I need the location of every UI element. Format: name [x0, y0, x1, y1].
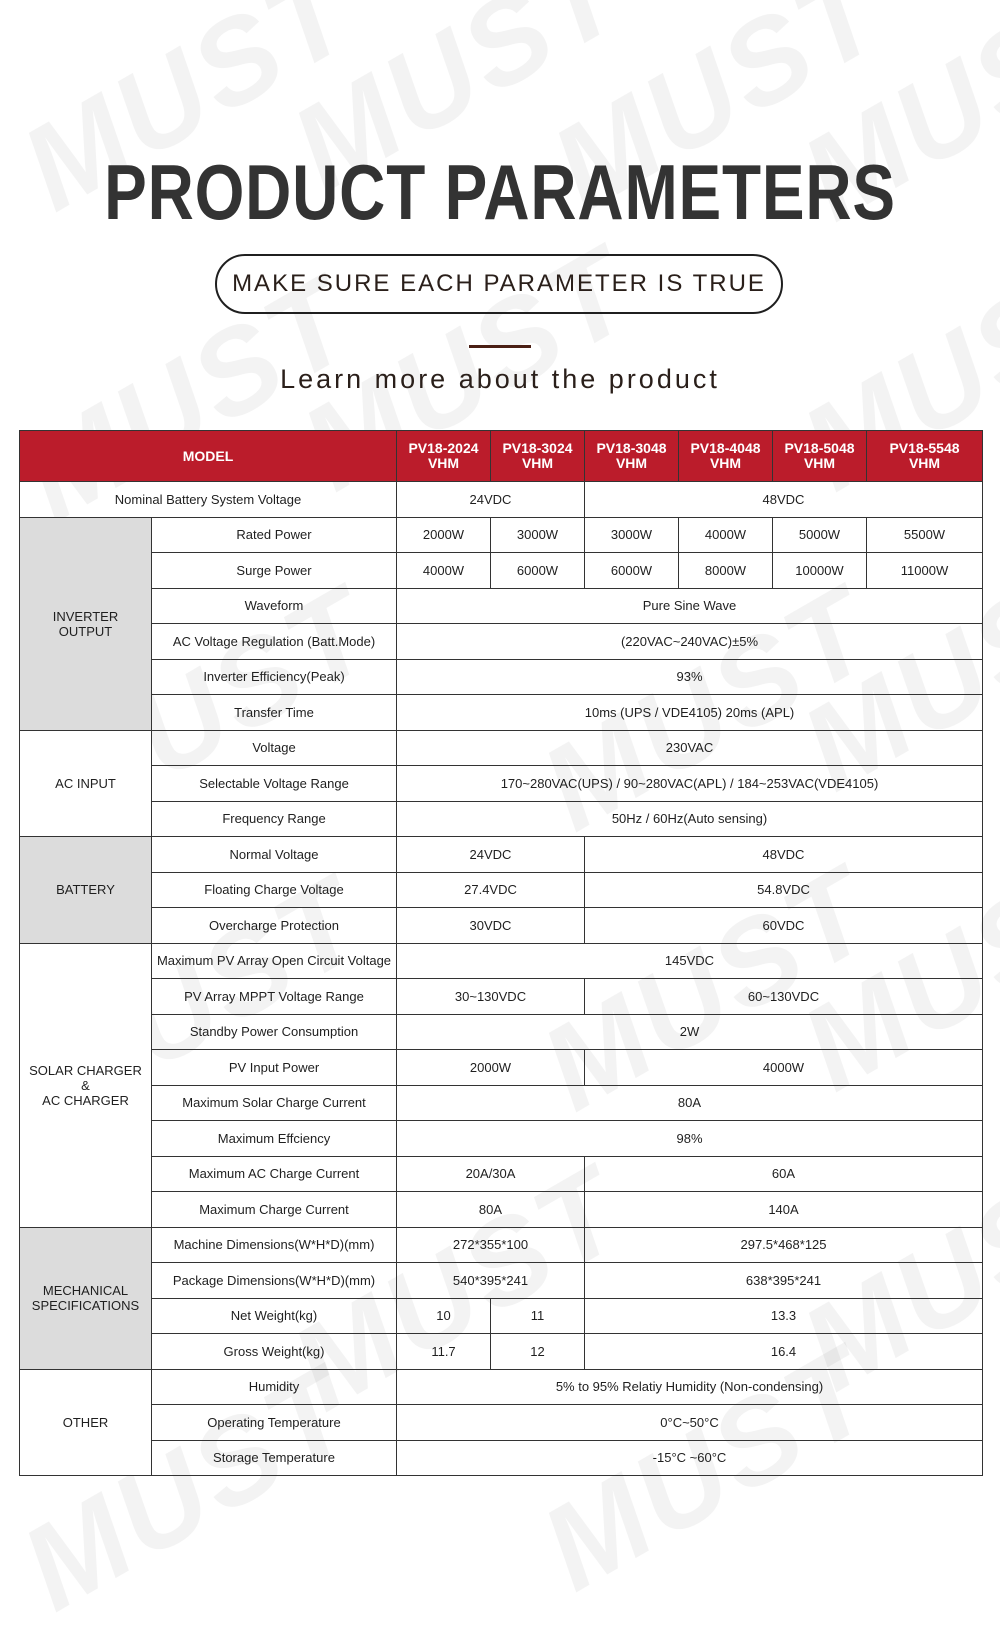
table-row	[20, 730, 983, 766]
divider	[469, 345, 531, 348]
category-battery: BATTERY	[20, 837, 152, 944]
row-label: Humidity	[152, 1369, 397, 1405]
table-row	[20, 872, 983, 908]
cell-value: 5% to 95% Relatiy Humidity (Non-condensing)	[397, 1369, 983, 1405]
cell-value: 170~280VAC(UPS) / 90~280VAC(APL) / 184~253VAC(VDE4105)	[397, 766, 983, 802]
cell-value: 638*395*241	[585, 1263, 983, 1299]
cell-value: 50Hz / 60Hz(Auto sensing)	[397, 801, 983, 837]
cell-value: 11	[491, 1298, 585, 1334]
table-row	[20, 837, 983, 873]
row-label: Maximum AC Charge Current	[152, 1156, 397, 1192]
row-label: PV Input Power	[152, 1050, 397, 1086]
cell-value: 230VAC	[397, 730, 983, 766]
row-label: Storage Temperature	[152, 1440, 397, 1476]
cell-value: 48VDC	[585, 837, 983, 873]
cell-value: 10ms (UPS / VDE4105) 20ms (APL)	[397, 695, 983, 731]
cell-value: 24VDC	[397, 482, 585, 518]
table-row	[20, 517, 983, 553]
row-label: Rated Power	[152, 517, 397, 553]
cell-value: 3000W	[585, 517, 679, 553]
table-row	[20, 1050, 983, 1086]
cell-value: 24VDC	[397, 837, 585, 873]
model-header: MODEL	[20, 431, 397, 482]
table-row	[20, 1405, 983, 1441]
model-header-cell: PV18-4048 VHM	[679, 431, 773, 482]
row-label: Maximum Solar Charge Current	[152, 1085, 397, 1121]
model-header-cell: PV18-3024 VHM	[491, 431, 585, 482]
cell-value: 98%	[397, 1121, 983, 1157]
model-header-cell: PV18-5548 VHM	[867, 431, 983, 482]
cell-value: 6000W	[491, 553, 585, 589]
cell-value: 60A	[585, 1156, 983, 1192]
cell-value: -15°C ~60°C	[397, 1440, 983, 1476]
table-row	[20, 766, 983, 802]
row-label: Floating Charge Voltage	[152, 872, 397, 908]
row-label: Waveform	[152, 588, 397, 624]
row-label: Transfer Time	[152, 695, 397, 731]
cell-value: 27.4VDC	[397, 872, 585, 908]
cell-value: 60VDC	[585, 908, 983, 944]
table-row	[20, 588, 983, 624]
table-row	[20, 659, 983, 695]
row-label: Maximum Charge Current	[152, 1192, 397, 1228]
row-label: Normal Voltage	[152, 837, 397, 873]
table-row	[20, 979, 983, 1015]
table-row	[20, 553, 983, 589]
cell-value: 2W	[397, 1014, 983, 1050]
cell-value: 48VDC	[585, 482, 983, 518]
table-row	[20, 1263, 983, 1299]
table-row	[20, 1369, 983, 1405]
table-row	[20, 1121, 983, 1157]
cell-value: 4000W	[679, 517, 773, 553]
cell-value: 272*355*100	[397, 1227, 585, 1263]
table-header-row	[20, 431, 983, 482]
category-mechanical: MECHANICAL SPECIFICATIONS	[20, 1227, 152, 1369]
table-row	[20, 1227, 983, 1263]
cell-value: 2000W	[397, 517, 491, 553]
table-row	[20, 624, 983, 660]
row-label: Overcharge Protection	[152, 908, 397, 944]
row-label: Selectable Voltage Range	[152, 766, 397, 802]
cell-value: 540*395*241	[397, 1263, 585, 1299]
cell-value: 20A/30A	[397, 1156, 585, 1192]
cell-value: 3000W	[491, 517, 585, 553]
table-row	[20, 1440, 983, 1476]
table-row	[20, 1334, 983, 1370]
cell-value: 93%	[397, 659, 983, 695]
table-row	[20, 1085, 983, 1121]
row-label: Operating Temperature	[152, 1405, 397, 1441]
row-label: Machine Dimensions(W*H*D)(mm)	[152, 1227, 397, 1263]
category-solar-ac-charger: SOLAR CHARGER & AC CHARGER	[20, 943, 152, 1227]
cell-value: 4000W	[397, 553, 491, 589]
row-label: Nominal Battery System Voltage	[20, 482, 397, 518]
cell-value: 297.5*468*125	[585, 1227, 983, 1263]
row-label: Standby Power Consumption	[152, 1014, 397, 1050]
page-title: PRODUCT PARAMETERS	[104, 148, 896, 236]
cell-value: 140A	[585, 1192, 983, 1228]
cell-value: 145VDC	[397, 943, 983, 979]
cell-value: 2000W	[397, 1050, 585, 1086]
cell-value: 10000W	[773, 553, 867, 589]
subtitle: Learn more about the product	[280, 364, 720, 394]
table-row	[20, 943, 983, 979]
row-label: AC Voltage Regulation (Batt.Mode)	[152, 624, 397, 660]
cell-value: 13.3	[585, 1298, 983, 1334]
row-label: Surge Power	[152, 553, 397, 589]
cell-value: 12	[491, 1334, 585, 1370]
model-header-cell: PV18-3048 VHM	[585, 431, 679, 482]
cell-value: 5500W	[867, 517, 983, 553]
row-label: Inverter Efficiency(Peak)	[152, 659, 397, 695]
table-row	[20, 1298, 983, 1334]
table-row	[20, 1192, 983, 1228]
cell-value: 0°C~50°C	[397, 1405, 983, 1441]
table-row	[20, 1156, 983, 1192]
cell-value: (220VAC~240VAC)±5%	[397, 624, 983, 660]
model-header-cell: PV18-2024 VHM	[397, 431, 491, 482]
parameters-table	[19, 430, 983, 1476]
cell-value: 11.7	[397, 1334, 491, 1370]
cell-value: Pure Sine Wave	[397, 588, 983, 624]
tagline-pill	[215, 254, 783, 314]
row-label: Net Weight(kg)	[152, 1298, 397, 1334]
cell-value: 11000W	[867, 553, 983, 589]
table-row	[20, 801, 983, 837]
category-other: OTHER	[20, 1369, 152, 1476]
cell-value: 6000W	[585, 553, 679, 589]
row-label: Maximum PV Array Open Circuit Voltage	[152, 943, 397, 979]
cell-value: 10	[397, 1298, 491, 1334]
cell-value: 5000W	[773, 517, 867, 553]
cell-value: 54.8VDC	[585, 872, 983, 908]
cell-value: 30VDC	[397, 908, 585, 944]
table-row	[20, 695, 983, 731]
cell-value: 60~130VDC	[585, 979, 983, 1015]
model-header-cell: PV18-5048 VHM	[773, 431, 867, 482]
row-label: Frequency Range	[152, 801, 397, 837]
category-ac-input: AC INPUT	[20, 730, 152, 837]
row-label: Package Dimensions(W*H*D)(mm)	[152, 1263, 397, 1299]
table-row	[20, 908, 983, 944]
row-label: Voltage	[152, 730, 397, 766]
cell-value: 4000W	[585, 1050, 983, 1086]
row-label: Maximum Effciency	[152, 1121, 397, 1157]
tagline-text: MAKE SURE EACH PARAMETER IS TRUE	[232, 270, 766, 297]
cell-value: 30~130VDC	[397, 979, 585, 1015]
row-label: PV Array MPPT Voltage Range	[152, 979, 397, 1015]
cell-value: 80A	[397, 1085, 983, 1121]
cell-value: 8000W	[679, 553, 773, 589]
cell-value: 80A	[397, 1192, 585, 1228]
table-row	[20, 482, 983, 518]
category-inverter-output: INVERTER OUTPUT	[20, 517, 152, 730]
table-row	[20, 1014, 983, 1050]
cell-value: 16.4	[585, 1334, 983, 1370]
row-label: Gross Weight(kg)	[152, 1334, 397, 1370]
